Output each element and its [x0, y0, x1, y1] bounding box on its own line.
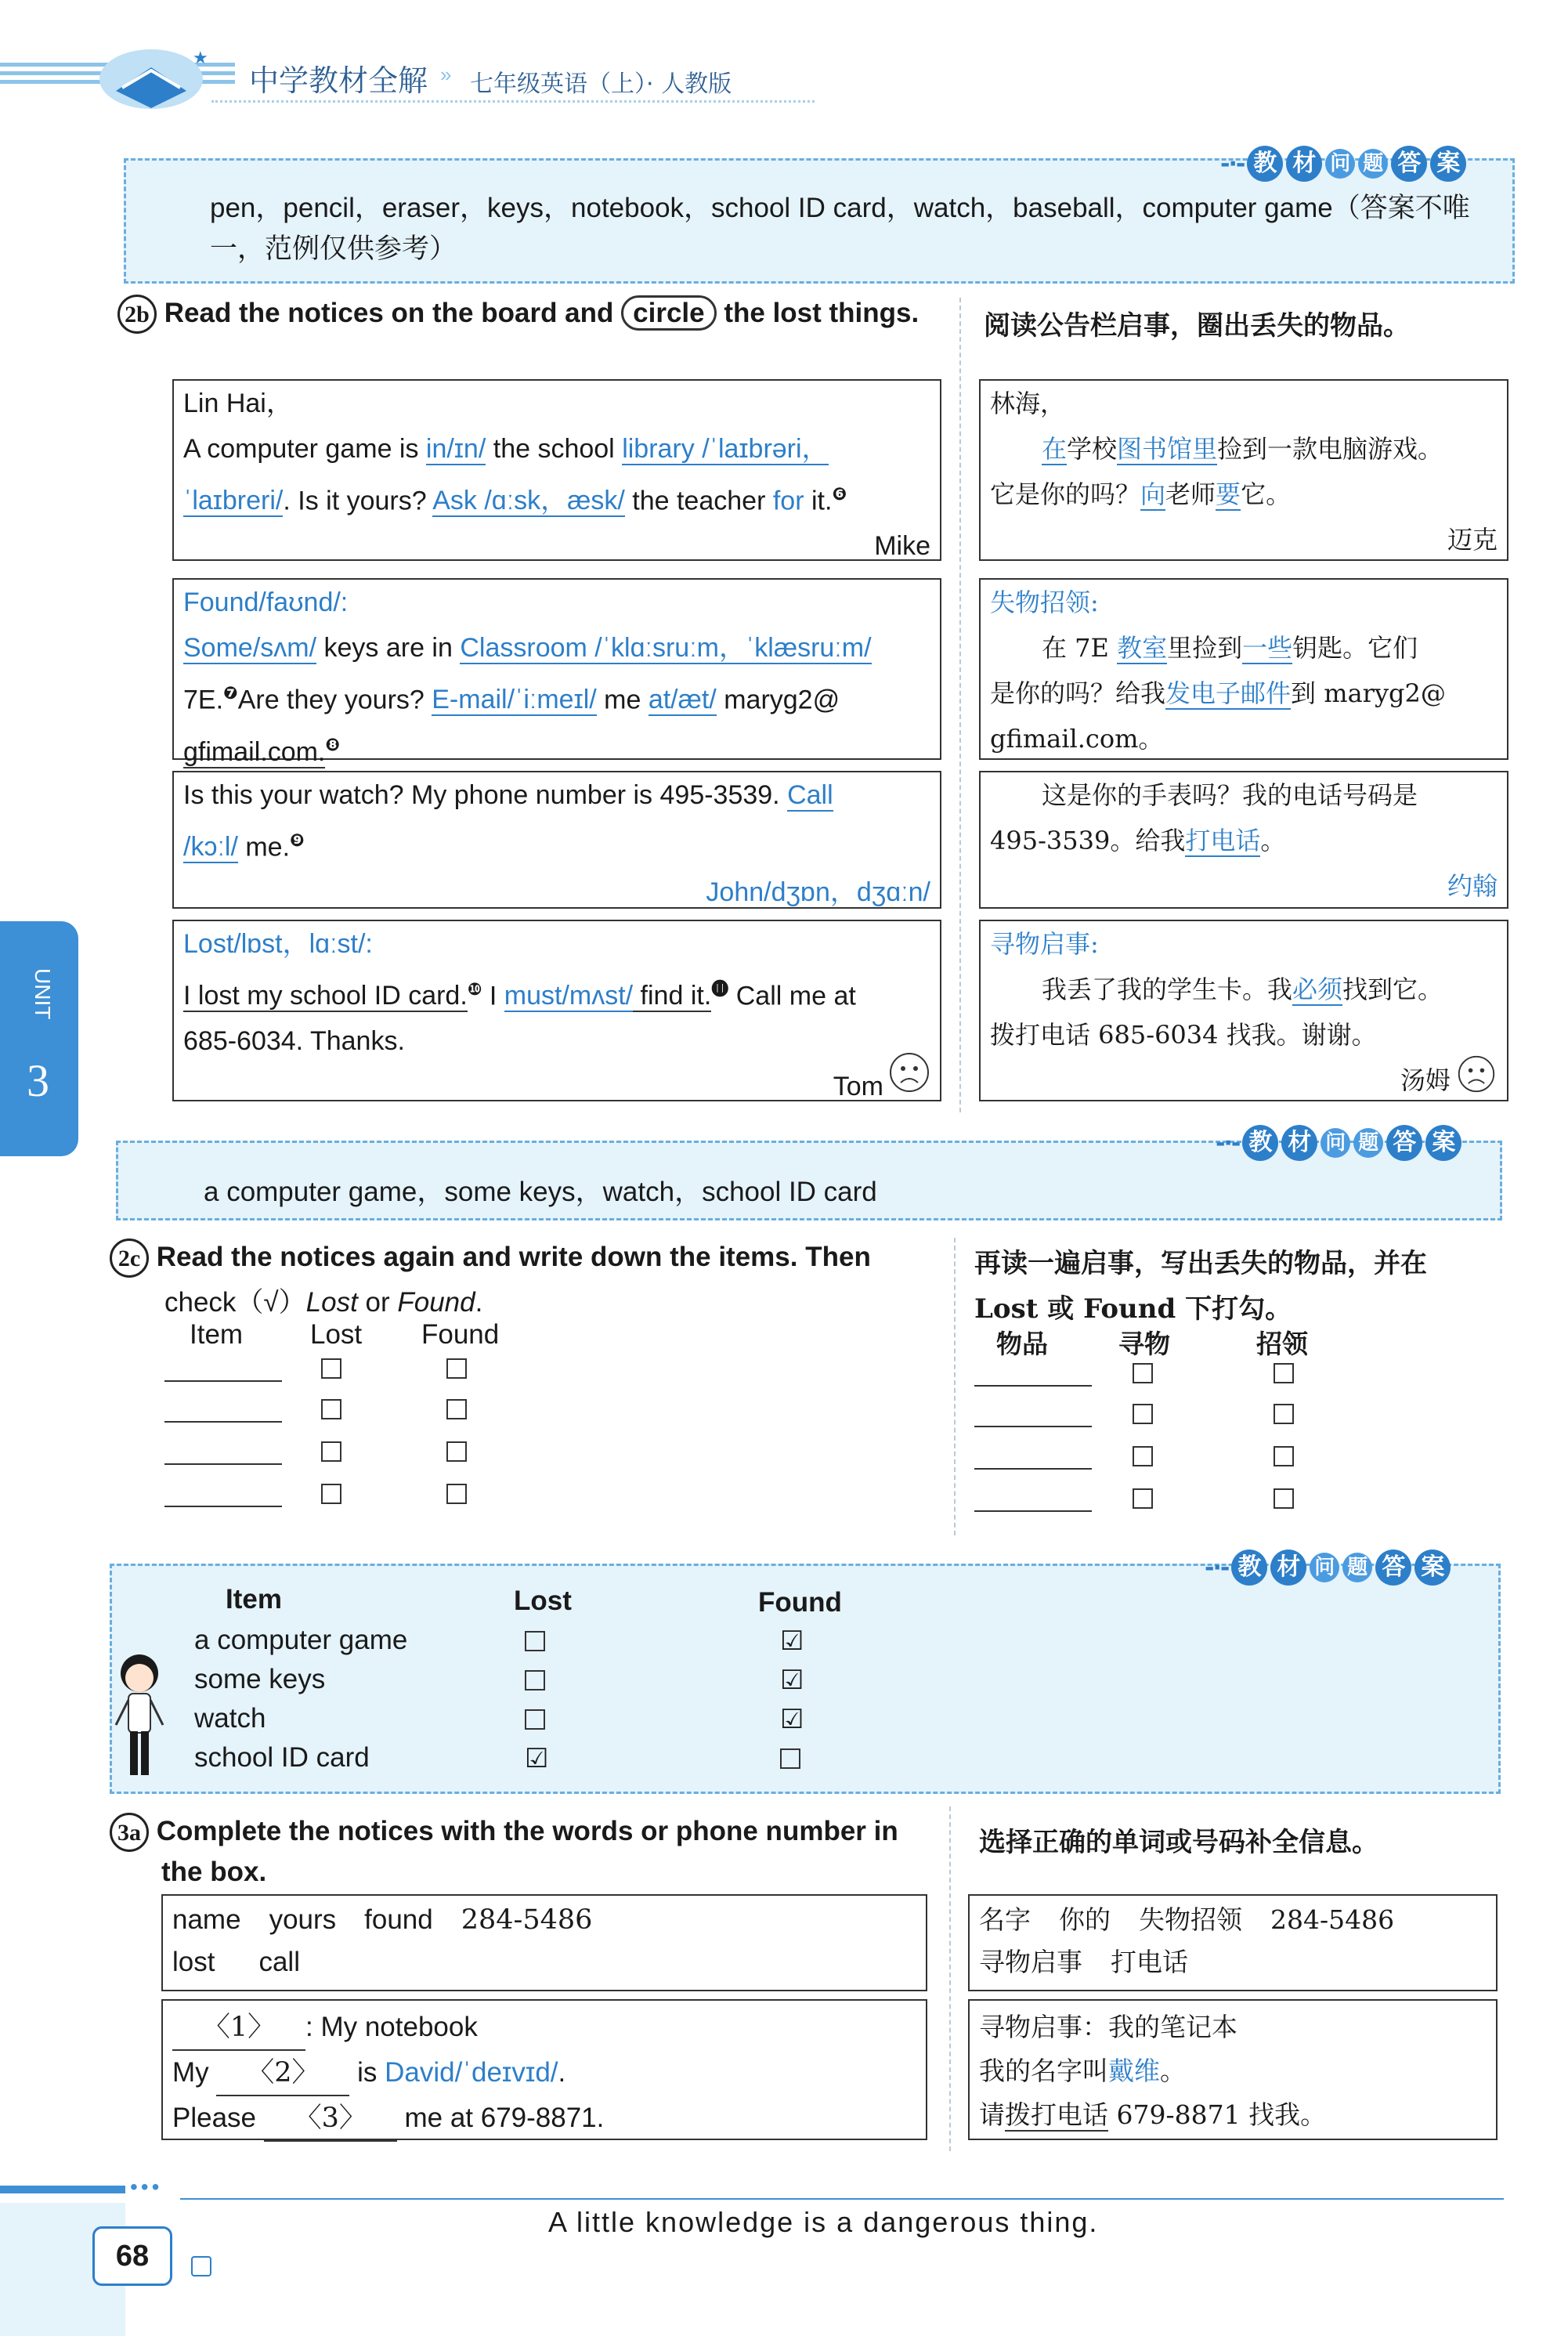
lost-checkbox[interactable] [321, 1441, 341, 1462]
found-checkbox-cn[interactable] [1274, 1363, 1294, 1383]
notice-1: Lin Hai， A computer game is in/ɪn/ the school library /ˈlaɪbrəri， ˈlaɪbreri/. Is it yours? Ask /ɑːsk，æsk/ the teacher for it.$^❻$ Mike [172, 379, 941, 561]
notice-3a-cn: 寻物启事：我的笔记本 我的名字叫戴维。 请拨打电话 679-8871 找我。 [968, 1999, 1498, 2140]
book-logo-icon [92, 36, 210, 114]
ex-2c-col-lost-cn: 寻物 [1118, 1329, 1170, 1359]
unit-number: 3 [27, 1055, 49, 1106]
header-arrow-icon: » [440, 63, 452, 86]
answer-3-item: school ID card [194, 1742, 370, 1773]
item-blank-cn[interactable] [974, 1510, 1092, 1512]
item-blank-cn[interactable] [974, 1468, 1092, 1470]
ex-2c-instruction: 2c Read the notices again and write down the items. Then check（√）Lost or Found. [110, 1235, 956, 1325]
found-checkbox-cn[interactable] [1274, 1404, 1294, 1424]
word-box: name yours found 284-5486 lost call [161, 1894, 927, 1991]
found-checkbox[interactable] [446, 1399, 467, 1419]
ex-3a-instruction-cn: 选择正确的单词或号码补全信息。 [979, 1827, 1378, 1858]
book-title: 中学教材全解 [249, 63, 428, 98]
blank-2[interactable]: 〈2〉 [216, 2051, 349, 2096]
book-subtitle: 七年级英语（上）· 人教版 [470, 71, 732, 98]
answer-3-found-box: ☑ [780, 1625, 804, 1657]
notice-4-cn: 寻物启事: 我丢了我的学生卡。我必须找到它。 拨打电话 685-6034 找我。谢谢。 汤姆 [979, 920, 1508, 1101]
ex-2b-number: 2b [117, 295, 157, 334]
item-blank[interactable] [164, 1463, 282, 1465]
answer-3-item: some keys [194, 1664, 326, 1694]
notice-1-signature: Mike [874, 531, 930, 562]
lost-checkbox[interactable] [321, 1358, 341, 1379]
lost-checkbox-cn[interactable] [1133, 1446, 1153, 1466]
answer-3-found-box [780, 1748, 800, 1769]
lost-checkbox-cn[interactable] [1133, 1488, 1153, 1509]
ex-2c-instruction-cn: 再读一遍启事，写出丢失的物品，并在 Lost 或 Found 下打勾。 [974, 1248, 1427, 1325]
footer-dots: ••• [130, 2175, 163, 2199]
ex-2c-col-found-cn: 招领 [1256, 1329, 1308, 1359]
lost-checkbox[interactable] [321, 1484, 341, 1504]
svg-text:★: ★ [193, 48, 208, 67]
notice-3: Is this your watch? My phone number is 495-3539. Call /kɔːl/ me.$^❾$ John/dʒɒn，dʒɑːn/ [172, 771, 941, 909]
found-checkbox-cn[interactable] [1274, 1446, 1294, 1466]
ex-2c-col-item-cn: 物品 [996, 1329, 1048, 1359]
footer-bar-left [0, 2186, 125, 2193]
answer-3-lost-box [525, 1709, 545, 1730]
ex-2b-instruction-cn: 阅读公告栏启事，圈出丢失的物品。 [984, 310, 1410, 342]
girl-cartoon-icon [108, 1650, 171, 1795]
blank-3[interactable]: 〈3〉 [264, 2096, 397, 2142]
notice-3-cn: 这是你的手表吗？我的电话号码是 495-3539。给我打电话。 约翰 [979, 771, 1508, 909]
lost-checkbox[interactable] [321, 1399, 341, 1419]
column-divider-3 [949, 1806, 951, 2151]
ex-2b-instruction: 2b Read the notices on the board and circle the lost things. [117, 295, 948, 334]
found-checkbox[interactable] [446, 1484, 467, 1504]
lost-checkbox-cn[interactable] [1133, 1363, 1153, 1383]
item-blank-cn[interactable] [974, 1426, 1092, 1427]
sad-face-icon-cn [1457, 1054, 1496, 1097]
answer-2-text: a computer game，some keys，watch，school ID card [204, 1177, 877, 1207]
ex-2c-col-item: Item [190, 1319, 244, 1350]
item-blank[interactable] [164, 1506, 282, 1507]
found-checkbox-cn[interactable] [1274, 1488, 1294, 1509]
ex-3a-number: 3a [110, 1813, 149, 1852]
found-checkbox[interactable] [446, 1441, 467, 1462]
footer-rule [180, 2198, 1504, 2200]
notice-2: Found/faʊnd/: Some/sʌm/ keys are in Classroom /ˈklɑːsruːm，ˈklæsruːm/ 7E.$^❼$Are they yours? E-mail/ˈiːmeɪl/ me at/æt/ maryg2@ gfimail.com.$^❽$ [172, 578, 941, 760]
item-blank-cn[interactable] [974, 1385, 1092, 1387]
answer-3-lost-box: ☑ [525, 1743, 549, 1774]
column-divider-2 [954, 1238, 956, 1535]
found-checkbox[interactable] [446, 1358, 467, 1379]
answer-badge-3: -·- 教 材 问 题 答 案 [1205, 1549, 1451, 1586]
answer-3-item: watch [194, 1703, 266, 1734]
notice-4: Lost/lɒst，lɑːst/: I lost my school ID card.$^❿$ I must/mʌst/ find it.⓫ Call me at 685-6034. Thanks. Tom [172, 920, 941, 1101]
page-number: 68 [92, 2226, 172, 2286]
item-blank[interactable] [164, 1421, 282, 1423]
answer-3-item: a computer game [194, 1625, 408, 1655]
blank-1[interactable]: 〈1〉 [172, 2005, 305, 2051]
notice-1-cn: 林海， 在学校图书馆里捡到一款电脑游戏。 它是你的吗？向老师要它。 迈克 [979, 379, 1508, 561]
header-dotted-rule [211, 100, 815, 103]
sad-face-icon [888, 1051, 930, 1097]
answer-3-col-lost: Lost [514, 1586, 572, 1616]
answer-3-found-box: ☑ [780, 1704, 804, 1735]
answer-3-col-found: Found [758, 1587, 842, 1618]
unit-label: UNIT [31, 968, 55, 1020]
column-divider-1 [959, 298, 961, 1112]
answer-3-lost-box [525, 1631, 545, 1651]
item-blank[interactable] [164, 1380, 282, 1382]
notice-3a: 〈1〉 : My notebook My 〈2〉 is David/ˈdeɪvɪd/. Please 〈3〉 me at 679-8871. [161, 1999, 927, 2140]
answer-3-found-box: ☑ [780, 1665, 804, 1696]
footer-small-square [191, 2256, 211, 2276]
answer-3-lost-box [525, 1670, 545, 1691]
ex-3a-instruction: 3a Complete the notices with the words or phone number in the box. [110, 1811, 956, 1893]
lost-checkbox-cn[interactable] [1133, 1404, 1153, 1424]
answer-3-col-item: Item [226, 1584, 282, 1615]
answer-badge-2: -·- 教 材 问 题 答 案 [1216, 1125, 1461, 1161]
word-box-cn: 名字 你的 失物招领 284-5486 寻物启事 打电话 [968, 1894, 1498, 1991]
unit-side-tab [0, 921, 78, 1156]
footer-quote: A little knowledge is a dangerous thing. [548, 2206, 1099, 2238]
ex-2c-number: 2c [110, 1239, 149, 1278]
answer-badge: -·- 教 材 问 题 答 案 [1220, 146, 1466, 182]
answer-1-text: pen，pencil，eraser，keys，notebook，school ID card，watch，baseball，computer game（答案不唯一，范例仅供参考） [210, 193, 1470, 264]
ex-2c-col-found: Found [421, 1319, 500, 1350]
ex-2c-col-lost: Lost [310, 1319, 363, 1350]
notice-2-cn: 失物招领: 在 7E 教室里捡到一些钥匙。它们 是你的吗？给我发电子邮件到 maryg2@ gfimail.com。 [979, 578, 1508, 760]
